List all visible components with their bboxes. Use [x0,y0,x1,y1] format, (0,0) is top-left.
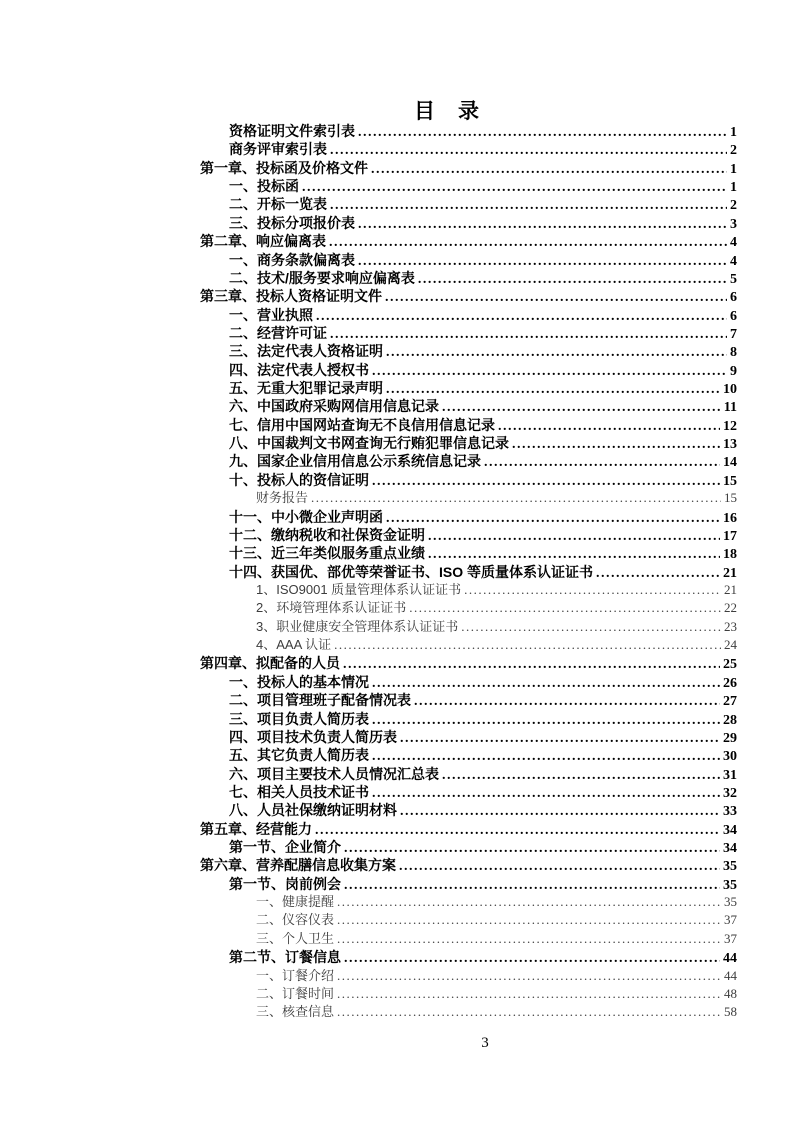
toc-entry [200,214,737,232]
footer-page-number: 3 [481,1035,489,1051]
toc-entry-page: 12 [723,418,737,434]
toc-entry-page: 7 [730,326,737,342]
toc-entry [200,967,737,985]
toc-leader-dots [385,289,727,307]
toc-leader-dots [386,344,727,362]
toc-entry [200,177,737,195]
toc-entry-label: 二、开标一览表 [229,196,327,213]
toc-entry [200,232,737,250]
toc-leader-dots [337,930,721,948]
toc-leader-dots [442,767,720,785]
toc-entry-page: 35 [723,877,737,893]
toc-entry [200,856,737,874]
toc-entry-page: 37 [724,912,737,928]
toc-leader-dots [464,581,721,599]
toc-leader-dots [418,271,727,289]
toc-leader-dots [337,1003,721,1021]
toc-entry [200,452,737,470]
toc-entry-label: 第二章、响应偏离表 [200,233,326,250]
toc-leader-dots [344,840,720,858]
toc-leader-dots [409,599,721,617]
toc-entry-label: 财务报告 [256,490,309,506]
toc-entry [200,673,737,691]
toc-entry-page: 8 [730,345,737,361]
toc-entry-page: 15 [723,473,737,489]
toc-leader-dots [358,216,727,234]
toc-leader-dots [400,730,720,748]
toc-entry [200,599,737,617]
toc-entry-page: 44 [724,967,737,983]
toc-entry-label: 六、项目主要技术人员情况汇总表 [229,765,439,782]
toc-entry-page: 31 [723,767,737,783]
toc-entry-page: 10 [723,382,737,398]
toc-entry-label: 十二、缴纳税收和社保资金证明 [229,526,425,543]
toc-entry [200,746,737,764]
toc-leader-dots [512,436,720,454]
toc-entry-page: 2 [730,143,737,159]
toc-entry-label: 十三、近三年类似服务重点业绩 [229,545,425,562]
toc-entry-label: 第三章、投标人资格证明文件 [200,288,382,305]
toc-leader-dots [316,308,727,326]
toc-entry-label: 一、商务条款偏离表 [229,251,355,268]
toc-entry [200,434,737,452]
toc-entry [200,287,737,305]
toc-entry [200,838,737,856]
toc-leader-dots [358,124,727,142]
toc-entry [200,508,737,526]
toc-entry [200,618,737,636]
toc-entry [200,489,737,507]
toc-entry-page: 3 [730,216,737,232]
toc-entry [200,636,737,654]
toc-entry [200,122,737,140]
toc-entry-page: 32 [723,785,737,801]
toc-leader-dots [400,803,720,821]
toc-entry [200,581,737,599]
toc-entry-label: 十一、中小微企业声明函 [229,508,383,525]
toc-entry-label: 2、环境管理体系认证证书 [256,600,407,616]
toc-entry [200,140,737,158]
toc-leader-dots [484,454,720,472]
toc-entry-page: 17 [723,528,737,544]
toc-leader-dots [372,785,720,803]
toc-entry [200,691,737,709]
toc-leader-dots [330,197,727,215]
toc-entry-label: 九、国家企业信用信息公示系统信息记录 [229,453,481,470]
toc-entry-page: 6 [730,308,737,324]
toc-entry [200,379,737,397]
toc-entry-page: 5 [730,271,737,287]
toc-entry [200,324,737,342]
toc-entry-label: 十四、获国优、部优等荣誉证书、ISO 等质量体系认证证书 [229,563,594,580]
toc-entry-label: 一、营业执照 [229,306,313,323]
toc-entry-page: 24 [724,637,737,653]
toc-entry-label: 四、法定代表人授权书 [229,361,369,378]
toc-entry-page: 25 [723,657,737,673]
toc-leader-dots [337,893,721,911]
toc-leader-dots [372,363,727,381]
toc-leader-dots [386,510,720,528]
toc-entry [200,361,737,379]
toc-entry [200,985,737,1003]
toc-leader-dots [337,967,721,985]
toc-leader-dots [311,489,721,507]
toc-list [200,122,737,1022]
toc-entry [200,930,737,948]
toc-entry-page: 23 [724,618,737,634]
toc-entry [200,269,737,287]
toc-leader-dots [428,528,720,546]
toc-leader-dots [414,693,720,711]
toc-entry [200,820,737,838]
toc-entry-page: 33 [723,804,737,820]
toc-entry [200,544,737,562]
toc-entry [200,893,737,911]
toc-entry-label: 十、投标人的资信证明 [229,471,369,488]
toc-entry-label: 二、订餐时间 [256,985,335,1001]
toc-entry-page: 11 [723,400,737,416]
toc-entry [200,728,737,746]
toc-entry-label: 二、项目管理班子配备情况表 [229,692,411,709]
toc-entry-page: 22 [724,600,737,616]
toc-leader-dots [330,142,727,160]
toc-entry [200,416,737,434]
toc-entry-label: 七、信用中国网站查询无不良信用信息记录 [229,416,495,433]
toc-entry-page: 13 [723,437,737,453]
toc-entry-label: 八、中国裁判文书网查询无行贿犯罪信息记录 [229,435,509,452]
toc-entry-label: 第五章、经营能力 [200,820,312,837]
toc-entry [200,251,737,269]
toc-entry-page: 9 [730,363,737,379]
toc-entry-page: 1 [730,161,737,177]
toc-entry-label: 一、投标函 [229,178,299,195]
toc-entry-label: 第一章、投标函及价格文件 [200,159,368,176]
toc-entry-page: 30 [723,749,737,765]
toc-entry-label: 资格证明文件索引表 [229,123,355,139]
toc-entry-label: 二、仪容仪表 [256,912,335,928]
toc-entry-label: 第四章、拟配备的人员 [200,655,340,672]
toc-entry-page: 6 [730,290,737,306]
toc-entry-label: 五、其它负责人简历表 [229,747,369,764]
toc-leader-dots [371,161,727,179]
toc-entry [200,195,737,213]
toc-entry [200,654,737,672]
toc-leader-dots [498,418,720,436]
toc-entry-label: 三、项目负责人简历表 [229,710,369,727]
toc-leader-dots [337,985,721,1003]
toc-leader-dots [334,636,721,654]
toc-entry-page: 58 [724,1004,737,1020]
toc-entry-page: 18 [723,547,737,563]
toc-entry-page: 14 [723,455,737,471]
toc-entry-label: 八、人员社保缴纳证明材料 [229,802,397,819]
toc-entry-label: 六、中国政府采购网信用信息记录 [229,398,439,415]
toc-entry [200,159,737,177]
toc-entry-page: 26 [723,675,737,691]
toc-entry-label: 一、订餐介绍 [256,967,335,983]
toc-entry-label: 3、职业健康安全管理体系认证证书 [256,618,459,634]
toc-entry [200,948,737,966]
toc-entry-page: 27 [723,694,737,710]
toc-entry [200,471,737,489]
toc-entry-label: 一、投标人的基本情况 [229,673,369,690]
toc-entry-page: 15 [724,490,737,506]
toc-leader-dots [329,234,727,252]
toc-entry-page: 4 [730,235,737,251]
toc-entry-page: 35 [724,894,737,910]
page-title: 目 录 [414,100,480,123]
toc-entry [200,801,737,819]
toc-entry-label: 五、无重大犯罪记录声明 [229,380,383,397]
toc-leader-dots [343,656,720,674]
toc-entry-label: 一、健康提醒 [256,894,335,910]
toc-entry-page: 44 [723,951,737,967]
toc-entry-label: 四、项目技术负责人简历表 [229,728,397,745]
toc-entry-label: 三、核查信息 [256,1004,335,1020]
toc-entry-page: 21 [723,565,737,581]
toc-entry-page: 2 [730,198,737,214]
toc-entry-label: 七、相关人员技术证书 [229,783,369,800]
toc-entry [200,1003,737,1021]
toc-entry-label: 4、AAA 认证 [256,637,332,653]
toc-entry-page: 48 [724,985,737,1001]
toc-entry [200,306,737,324]
toc-leader-dots [330,326,727,344]
toc-leader-dots [315,822,720,840]
toc-entry [200,875,737,893]
toc-entry-label: 第一节、企业简介 [229,839,341,856]
toc-leader-dots [302,179,727,197]
toc-entry [200,911,737,929]
toc-entry-page: 34 [723,822,737,838]
toc-entry-label: 商务评审索引表 [229,141,327,158]
toc-leader-dots [399,858,720,876]
toc-entry [200,563,737,581]
toc-entry-page: 37 [724,930,737,946]
toc-leader-dots [372,712,720,730]
toc-entry [200,710,737,728]
toc-entry-page: 29 [723,730,737,746]
toc-entry-page: 16 [723,510,737,526]
toc-entry-label: 第六章、营养配膳信息收集方案 [200,857,396,874]
toc-leader-dots [461,618,721,636]
toc-entry-label: 1、ISO9001 质量管理体系认证证书 [256,581,462,597]
toc-entry-label: 第二节、订餐信息 [229,949,341,966]
toc-entry-page: 21 [724,581,737,597]
toc-entry [200,526,737,544]
toc-entry-page: 35 [723,859,737,875]
toc-entry-label: 二、技术/服务要求响应偏离表 [229,269,415,286]
toc-entry-label: 二、经营许可证 [229,324,327,341]
toc-entry-page: 34 [723,841,737,857]
toc-entry-label: 三、个人卫生 [256,930,335,946]
toc-leader-dots [337,911,721,929]
toc-entry-label: 三、法定代表人资格证明 [229,343,383,360]
toc-entry-page: 1 [730,180,737,196]
toc-entry-label: 第一节、岗前例会 [229,875,341,892]
toc-entry [200,783,737,801]
toc-entry [200,397,737,415]
toc-entry [200,765,737,783]
toc-entry-page: 1 [730,125,737,140]
toc-entry-page: 4 [730,253,737,269]
toc-entry-label: 三、投标分项报价表 [229,214,355,231]
toc-leader-dots [372,675,720,693]
toc-entry [200,342,737,360]
toc-entry-page: 28 [723,712,737,728]
